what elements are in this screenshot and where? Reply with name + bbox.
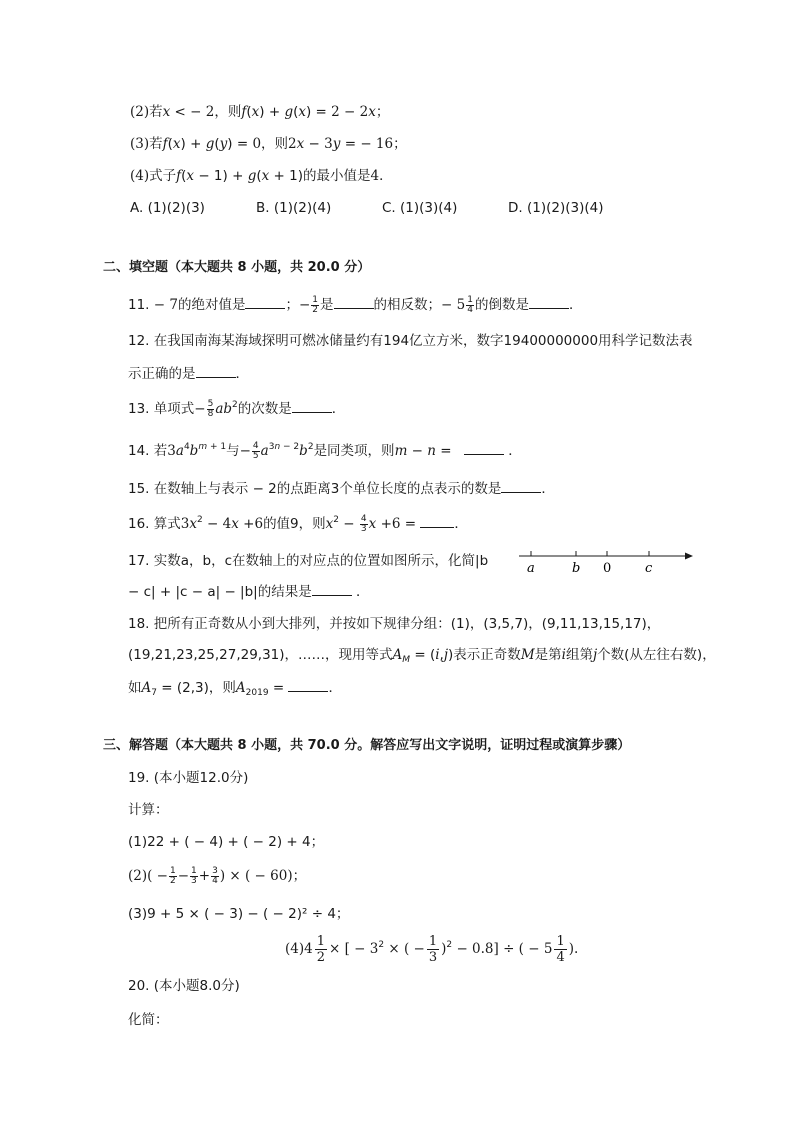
label-0: 0: [603, 561, 612, 576]
section3-heading: 三、解答题（本大题共 8 小题，共 70.0 分。解答应写出文字说明，证明过程或演算步骤）: [103, 738, 631, 753]
answer-blank[interactable]: [420, 513, 454, 528]
answer-blank[interactable]: [334, 294, 374, 309]
option-d: D. (1)(2)(3)(4): [508, 200, 604, 216]
option-c: C. (1)(3)(4): [382, 200, 458, 216]
q19-intro: 计算：: [128, 802, 169, 818]
prev-item-4: (4)式子f(x − 1) + g(x + 1)的最小值是4．: [130, 168, 393, 184]
answer-blank[interactable]: [501, 478, 541, 493]
q19-header: 19. (本小题12.0分): [128, 770, 249, 786]
q17-line1: 17. 实数a，b，c在数轴上的对应点的位置如图所示，化简|b: [128, 553, 489, 569]
q11: 11. − 7的绝对值是 ；− $\frac{1}{2}$ 是 的相反数；− 5 $\frac{1}{4}$ 的倒数是 ．: [128, 294, 583, 315]
q18-line1: 18. 把所有正奇数从小到大排列，并按如下规律分组：(1)，(3,5,7)，(9,11,13,15,17)，: [128, 616, 661, 632]
section2-heading: 二、填空题（本大题共 8 小题，共 20.0 分）: [103, 260, 371, 275]
q19-part3: (3)9 + 5 × ( − 3) − ( − 2)² ÷ 4；: [128, 906, 350, 922]
answer-blank[interactable]: [245, 294, 285, 309]
q19-part4: (4)4 $\frac{1}{2}$ × [ − $3^2$ × ( − $\frac{1}{3}$ )$^2$ − 0.8] ÷ ( − 5 $\frac{1}{4}$ ).: [285, 933, 579, 965]
answer-blank[interactable]: [292, 398, 332, 413]
q17-line2: − c| + |c − a| − |b|的结果是 ．: [128, 581, 370, 602]
answer-blank[interactable]: [196, 363, 236, 378]
q14: 14. 若$3a^4b^{m + 1}$与− $\frac{4}{5}$ $a^{3n - 2}b^2$是同类项，则m − n = ．: [128, 440, 522, 461]
q13: 13. 单项式− $\frac{5}{8}$ $ab^2$的次数是 ．: [128, 398, 346, 419]
q19-part2: (2)( − $\frac{1}{2}$ − $\frac{1}{3}$ + $\frac{3}{4}$ ) × ( − 60)；: [128, 865, 307, 886]
q12-line1: 12. 在我国南海某海域探明可燃冰储量约有194亿立方米，数字19400000000用科学记数法表: [128, 333, 693, 349]
answer-blank[interactable]: [288, 677, 328, 692]
prev-item-3: (3)若f(x) + g(y) = 0，则2x − 3y = − 16；: [130, 136, 407, 152]
label-a: a: [527, 561, 535, 576]
label-c: c: [645, 561, 653, 576]
q12-line2: 示正确的是 ．: [128, 363, 249, 384]
q19-part1: (1)22 + ( − 4) + ( − 2) + 4；: [128, 834, 325, 850]
answer-blank[interactable]: [529, 294, 569, 309]
q15: 15. 在数轴上与表示 − 2的点距离3个单位长度的点表示的数是 ．: [128, 478, 555, 499]
prev-item-2: (2)若x < − 2，则f(x) + g(x) = 2 − 2x；: [130, 104, 390, 120]
answer-blank[interactable]: [312, 581, 352, 596]
label-b: b: [572, 561, 581, 576]
q18-line3: 如$A_7 = (2,3)$，则$A_{2019}$ = ．: [128, 677, 342, 698]
option-a: A. (1)(2)(3): [130, 200, 205, 216]
option-b: B. (1)(2)(4): [256, 200, 332, 216]
q16: 16. 算式$3x^2 - 4x +6$的值9，则$x^2$ − $\frac{4}{3}$ x +6 = ．: [128, 513, 468, 534]
q20-header: 20. (本小题8.0分): [128, 978, 240, 994]
q18-line2: (19,21,23,25,27,29,31)，……，现用等式$A_M = (i,j)$表示正奇数M是第i组第j个数(从左往右数)，: [128, 647, 716, 665]
axis-arrow: [685, 553, 693, 560]
q20-intro: 化简：: [128, 1012, 169, 1028]
number-line-figure: [517, 545, 697, 577]
answer-blank[interactable]: [464, 440, 504, 455]
